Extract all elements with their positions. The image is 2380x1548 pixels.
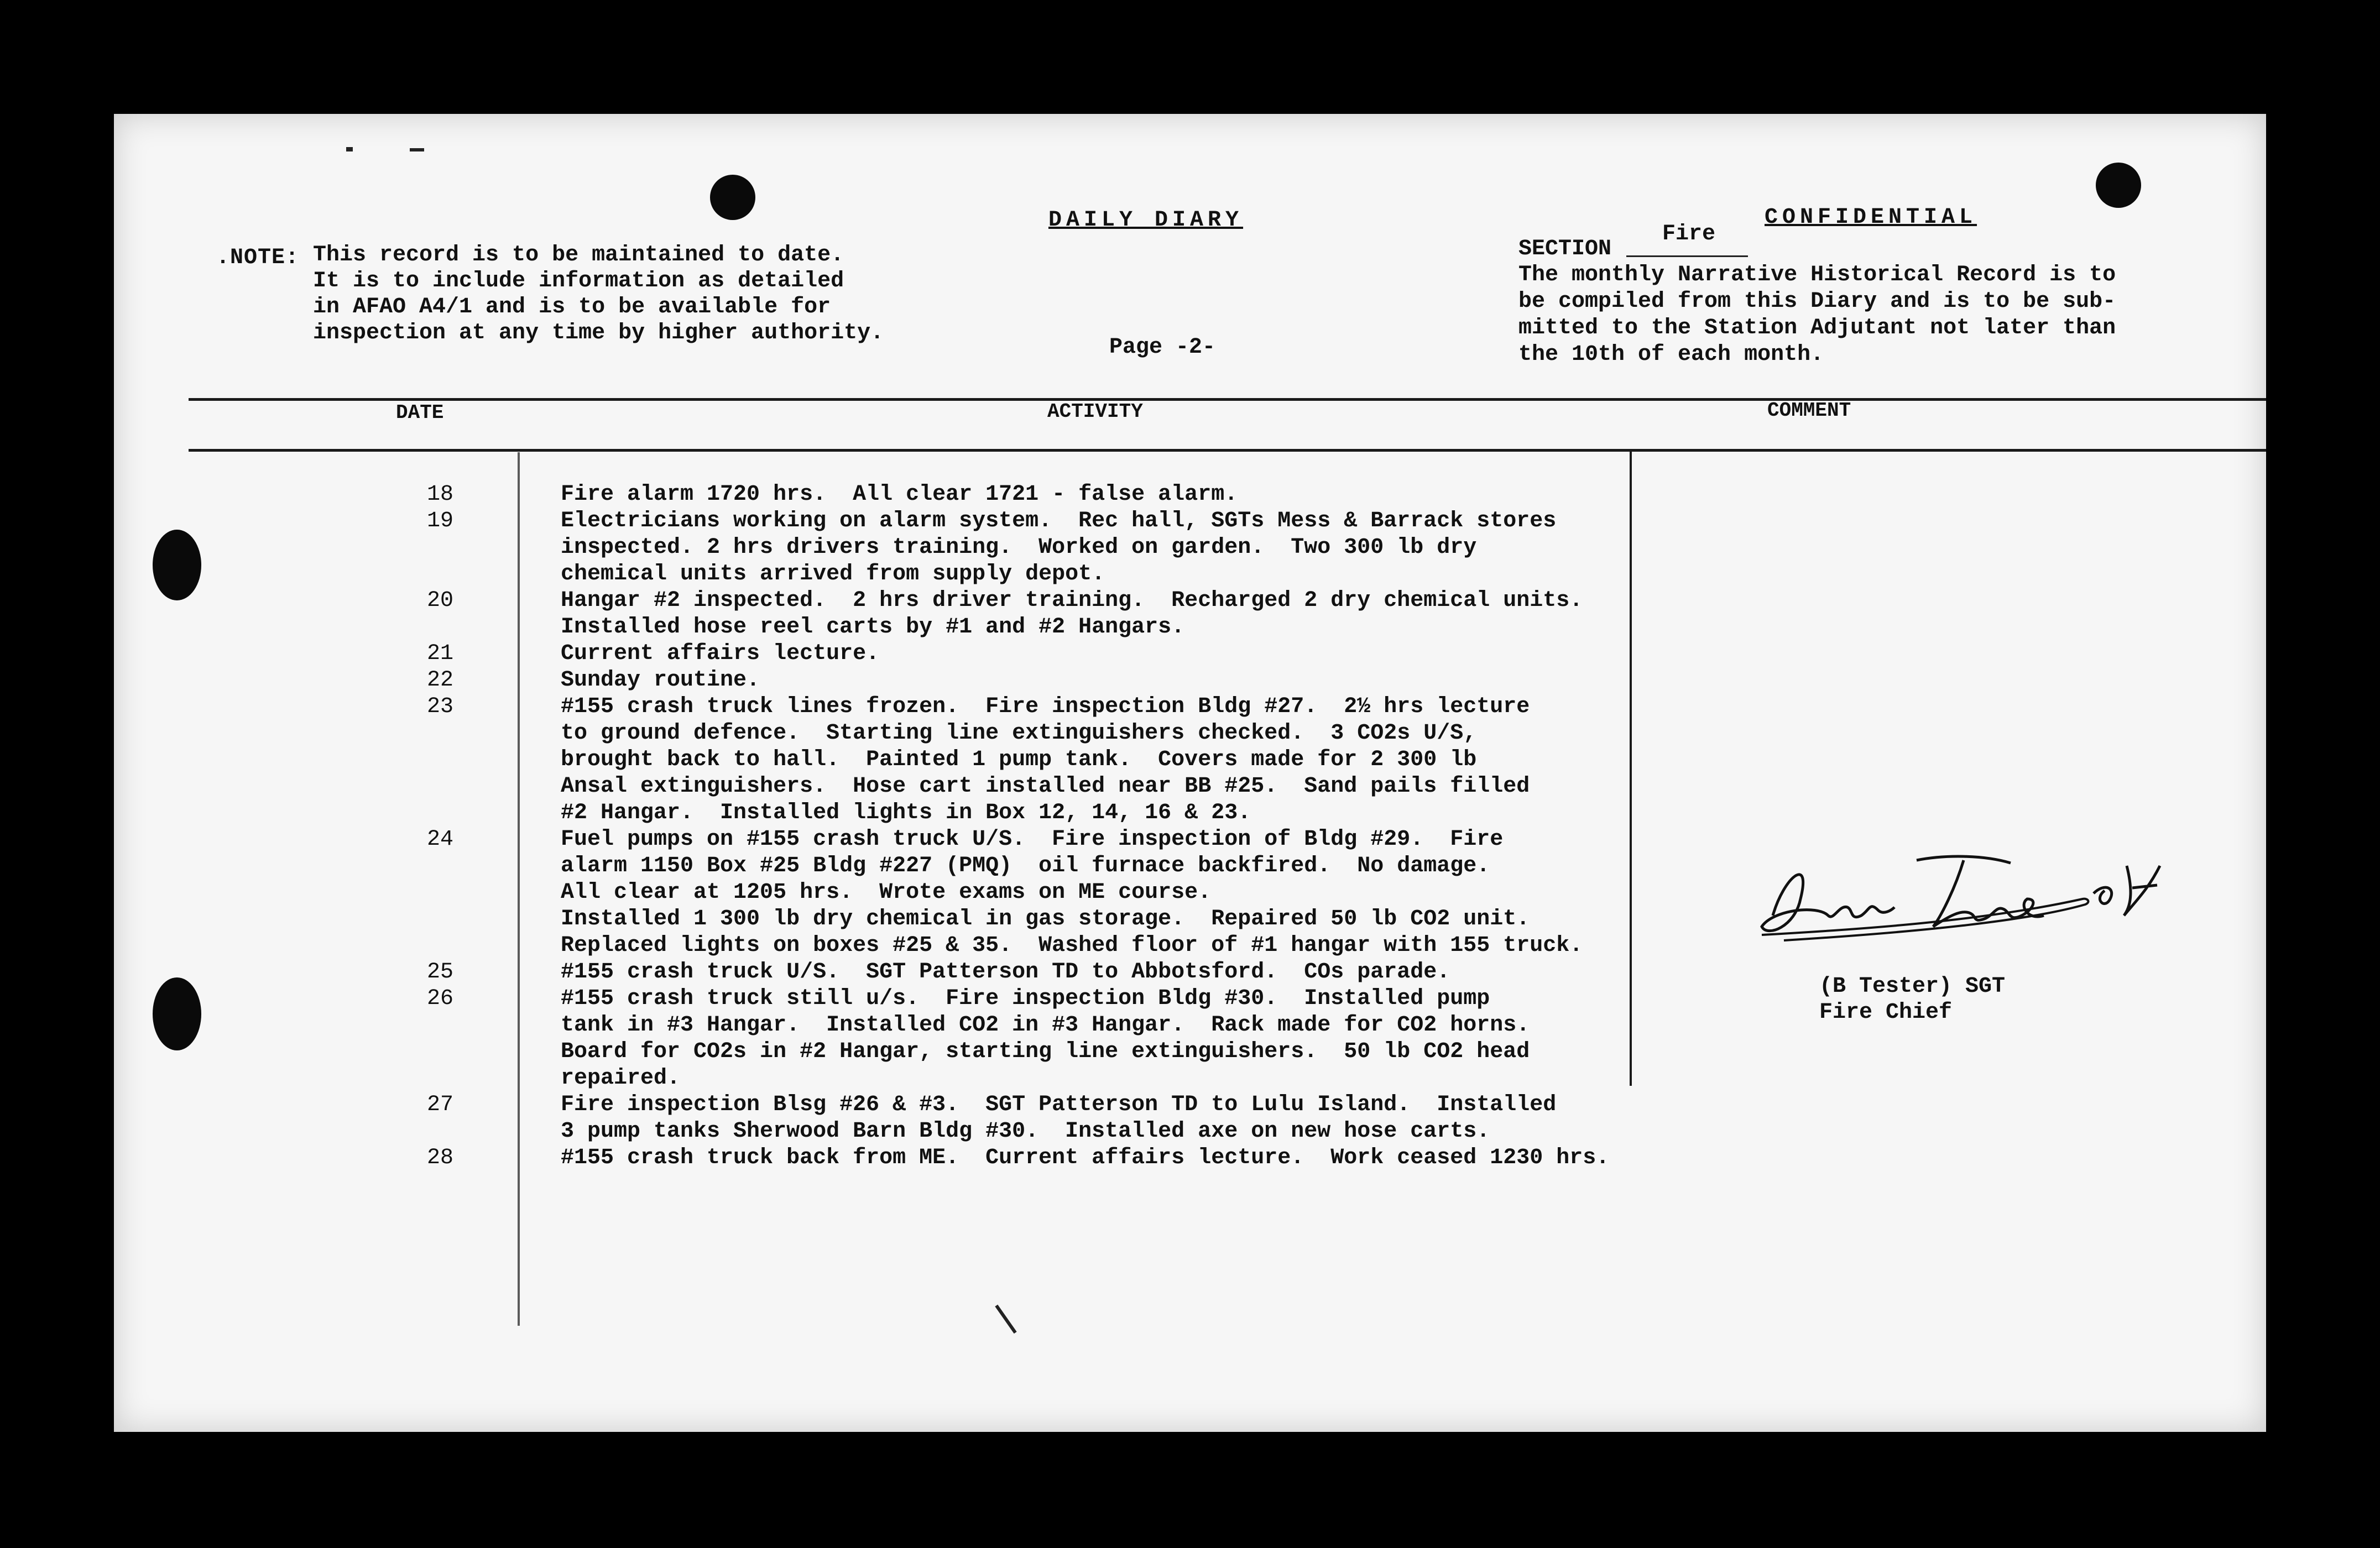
entry-activity: tank in #3 Hangar. Installed CO2 in #3 Hangar. Rack made for CO2 horns. — [561, 1013, 1530, 1038]
entry-activity: alarm 1150 Box #25 Bldg #227 (PMQ) oil furnace backfired. No damage. — [561, 854, 1490, 878]
entry-activity: Installed 1 300 lb dry chemical in gas storage. Repaired 50 lb CO2 unit. — [561, 907, 1530, 932]
entry-activity: Sunday routine. — [561, 668, 760, 693]
note-line: This record is to be maintained to date. — [313, 243, 844, 268]
signer-title: Fire Chief — [1819, 1000, 1953, 1025]
entry-activity: Installed hose reel carts by #1 and #2 Hangars. — [561, 615, 1185, 640]
entry-activity: chemical units arrived from supply depot. — [561, 562, 1105, 587]
punch-hole-top-right — [2096, 163, 2141, 208]
signer-name: (B Tester) SGT — [1819, 974, 2006, 999]
entry-activity: Fuel pumps on #155 crash truck U/S. Fire inspection of Bldg #29. Fire — [561, 827, 1504, 852]
entry-activity: brought back to hall. Painted 1 pump tank. Covers made for 2 300 lb — [561, 747, 1477, 772]
entry-activity: Fire inspection Blsg #26 & #3. SGT Patterson TD to Lulu Island. Installed — [561, 1092, 1557, 1117]
note-label: .NOTE: — [216, 245, 300, 270]
entry-activity: Hangar #2 inspected. 2 hrs driver training. Recharged 2 dry chemical units. — [561, 588, 1583, 613]
entry-activity: Fire alarm 1720 hrs. All clear 1721 - false alarm. — [561, 482, 1238, 507]
narrative-line: mitted to the Station Adjutant not later than — [1518, 316, 2116, 341]
entry-date: 20 — [426, 588, 453, 613]
entry-activity: #155 crash truck back from ME. Current affairs lecture. Work ceased 1230 hrs. — [561, 1146, 1610, 1170]
entry-date: 26 — [426, 986, 453, 1011]
entry-activity: #155 crash truck still u/s. Fire inspection Bldg #30. Installed pump — [561, 986, 1490, 1011]
narrative-line: The monthly Narrative Historical Record is to — [1518, 263, 2116, 287]
entry-date: 18 — [426, 482, 453, 507]
entry-date: 23 — [426, 694, 453, 719]
section-label: SECTION — [1518, 237, 1612, 262]
entry-activity: Ansal extinguishers. Hose cart installed near BB #25. Sand pails filled — [561, 774, 1530, 799]
entry-date: 27 — [426, 1092, 453, 1117]
narrative-line: the 10th of each month. — [1518, 342, 1824, 367]
note-line: inspection at any time by higher authority. — [313, 321, 884, 346]
signature-image — [1751, 833, 2171, 960]
entry-activity: 3 pump tanks Sherwood Barn Bldg #30. Installed axe on new hose carts. — [561, 1119, 1490, 1144]
entry-activity: inspected. 2 hrs drivers training. Worked on garden. Two 300 lb dry — [561, 535, 1477, 560]
comment-column-header: COMMENT — [1767, 399, 1851, 422]
entry-activity: #2 Hangar. Installed lights in Box 12, 14, 16 & 23. — [561, 801, 1251, 825]
punch-hole-top-left — [710, 175, 755, 220]
note-line: in AFAO A4/1 and is to be available for — [313, 295, 831, 320]
document-title: DAILY DIARY — [1048, 208, 1244, 233]
entry-activity: Board for CO2s in #2 Hangar, starting line extinguishers. 50 lb CO2 head — [561, 1039, 1530, 1064]
entry-activity: Electricians working on alarm system. Rec hall, SGTs Mess & Barrack stores — [561, 509, 1557, 534]
entry-activity: All clear at 1205 hrs. Wrote exams on ME course. — [561, 880, 1212, 905]
entry-date: 25 — [426, 960, 453, 985]
speck-mark — [995, 1305, 1016, 1334]
note-text — [313, 242, 884, 346]
date-column-divider — [518, 452, 520, 1326]
entry-activity: repaired. — [561, 1066, 681, 1091]
narrative-line: be compiled from this Diary and is to be sub- — [1518, 289, 2116, 314]
entry-date: 24 — [426, 827, 453, 852]
entry-activity: to ground defence. Starting line extinguishers checked. 3 CO2s U/S, — [561, 721, 1477, 746]
entry-date: 28 — [426, 1146, 453, 1170]
table-top-rule — [189, 398, 2266, 401]
page-number: Page -2- — [1109, 335, 1216, 360]
speck-mark — [410, 148, 424, 151]
date-column-header: DATE — [396, 401, 444, 424]
punch-hole-left-2 — [153, 977, 201, 1050]
entry-activity: #155 crash truck U/S. SGT Patterson TD to Abbotsford. COs parade. — [561, 960, 1450, 985]
diary-page — [114, 114, 2266, 1432]
punch-hole-left-1 — [153, 530, 201, 600]
classification-stamp: CONFIDENTIAL — [1765, 205, 1977, 230]
entry-date: 22 — [426, 668, 453, 693]
signer-block — [1819, 974, 2005, 1026]
entry-activity: Current affairs lecture. — [561, 641, 880, 666]
activity-column-header: ACTIVITY — [1047, 400, 1143, 423]
section-value: Fire — [1662, 222, 1716, 247]
section-underline — [1626, 255, 1748, 257]
entry-activity: #155 crash truck lines frozen. Fire inspection Bldg #27. 2½ hrs lecture — [561, 694, 1530, 719]
speck-mark — [346, 147, 353, 151]
entry-date: 19 — [426, 509, 453, 534]
entry-date: 21 — [426, 641, 453, 666]
table-header-rule — [189, 449, 2266, 452]
note-line: It is to include information as detailed — [313, 269, 844, 294]
comment-column-divider — [1630, 450, 1632, 1086]
narrative-note — [1518, 262, 2116, 368]
entry-activity: Replaced lights on boxes #25 & 35. Washed floor of #1 hangar with 155 truck. — [561, 933, 1583, 958]
